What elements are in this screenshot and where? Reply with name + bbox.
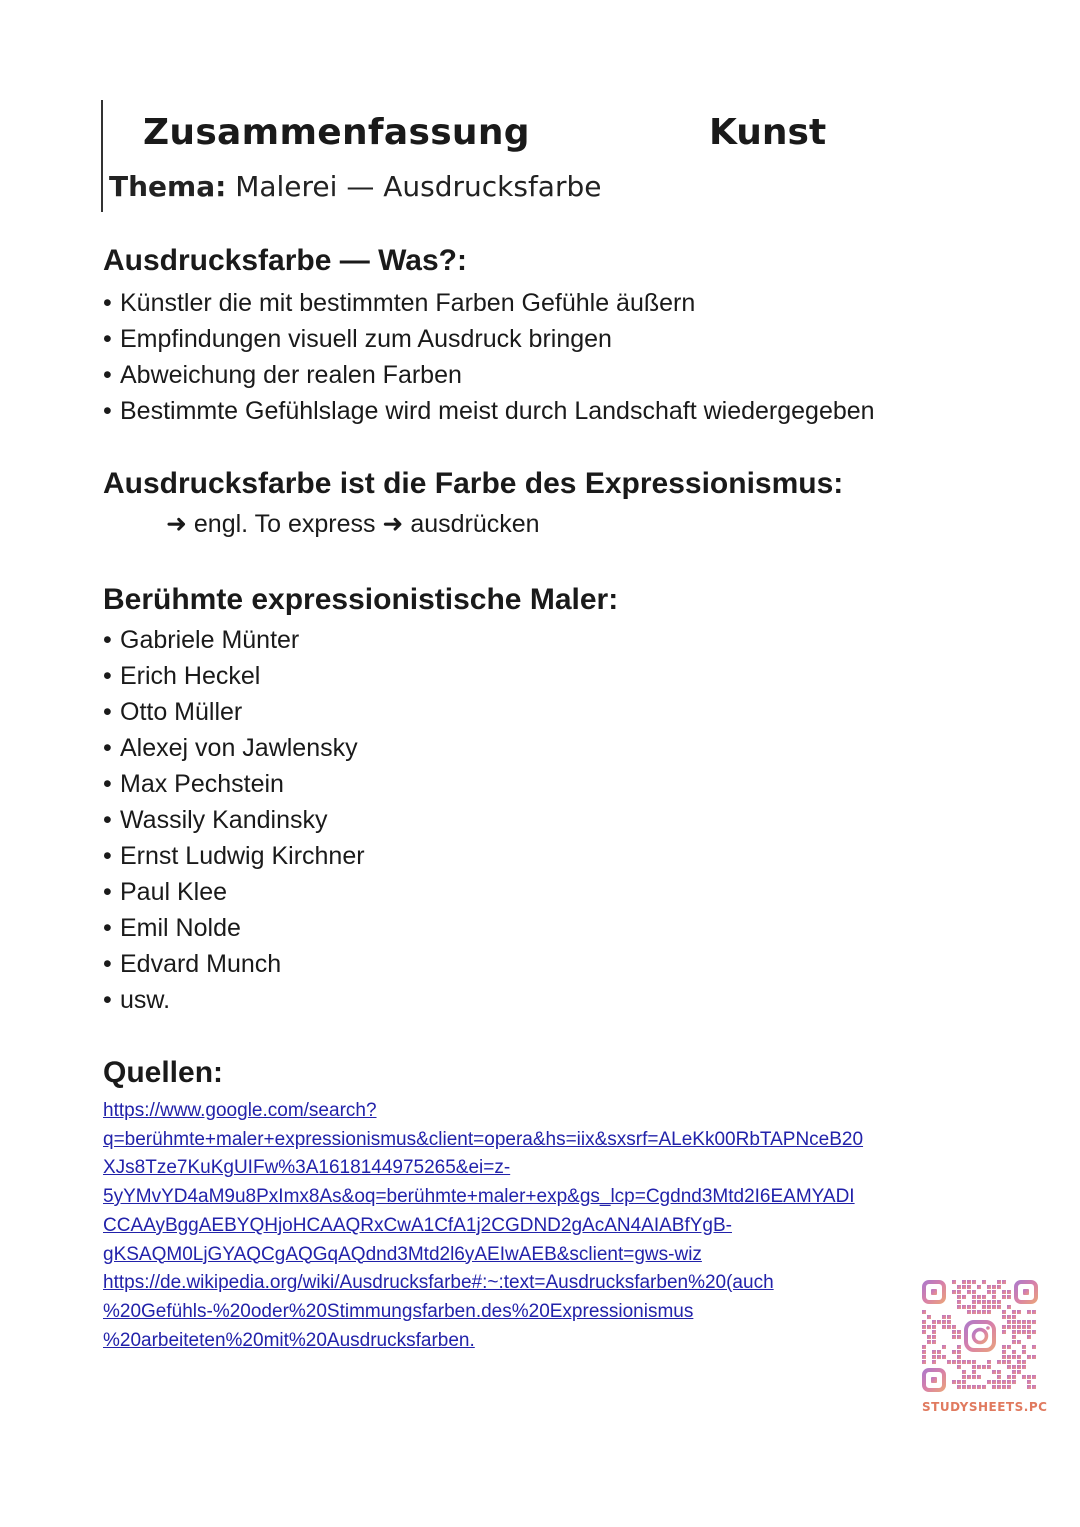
source-link-google[interactable] <box>103 1097 983 1269</box>
document-title: Zusammenfassung <box>143 112 530 153</box>
link-line: https://de.wikipedia.org/wiki/Ausdrucksfarbe#:~:text=Ausdrucksfarben%20(auch <box>103 1272 774 1294</box>
heading-expressionism: Ausdrucksfarbe ist die Farbe des Expressionismus: <box>103 467 844 500</box>
link-line: %20arbeiteten%20mit%20Ausdrucksfarben. <box>103 1329 475 1351</box>
list-item: • Gabriele Münter <box>103 622 365 658</box>
list-painters <box>103 622 365 1018</box>
heading-what: Ausdrucksfarbe — Was?: <box>103 244 467 277</box>
link-line: XJs8Tze7KuKgUIFw%3A1618144975265&ei=z- <box>103 1157 511 1179</box>
list-item: • Max Pechstein <box>103 766 365 802</box>
link-line: %20Gefühls-%20oder%20Stimmungsfarben.des%20Expressionismus <box>103 1300 694 1322</box>
list-item: • Alexej von Jawlensky <box>103 730 365 766</box>
qr-code-icon <box>922 1280 1038 1392</box>
topic-line <box>109 170 601 203</box>
link-line: https://www.google.com/search? <box>103 1100 377 1121</box>
list-item: • Emil Nolde <box>103 910 365 946</box>
link-line: 5yYMvYD4aM9u8PxImx8As&oq=berühmte+maler+exp&gs_lcp=Cgdnd3Mtd2I6EAMYADI <box>103 1186 855 1208</box>
list-item: • Bestimmte Gefühlslage wird meist durch Landschaft wiedergegeben <box>103 393 875 429</box>
header-block <box>101 100 863 212</box>
list-item: • Otto Müller <box>103 694 365 730</box>
document-subject: Kunst <box>709 112 827 153</box>
list-item: • Künstler die mit bestimmten Farben Gefühle äußern <box>103 285 875 321</box>
list-item: • Wassily Kandinsky <box>103 802 365 838</box>
list-item: • Paul Klee <box>103 874 365 910</box>
list-item: • Ernst Ludwig Kirchner <box>103 838 365 874</box>
source-link-wikipedia[interactable] <box>103 1269 983 1355</box>
list-item: • usw. <box>103 982 365 1018</box>
list-what <box>103 285 875 429</box>
heading-sources: Quellen: <box>103 1056 224 1089</box>
link-line: q=berühmte+maler+expressionismus&client=opera&hs=iix&sxsrf=ALeKk00RbTAPNceB20 <box>103 1128 864 1150</box>
heading-painters: Berühmte expressionistische Maler: <box>103 583 619 616</box>
translation-line: ➜ engl. To express ➜ ausdrücken <box>166 510 540 538</box>
brand-label: STUDYSHEETS.PC <box>922 1400 1048 1414</box>
topic-value: Malerei — Ausdrucksfarbe <box>235 170 602 203</box>
topic-label: Thema: <box>109 170 227 203</box>
list-item: • Abweichung der realen Farben <box>103 357 875 393</box>
link-line: CCAAyBggAEBYQHjoHCAAQRxCwA1CfA1j2CGDND2gAcAN4AIABfYgB- <box>103 1214 732 1236</box>
list-item: • Empfindungen visuell zum Ausdruck bringen <box>103 321 875 357</box>
list-item: • Erich Heckel <box>103 658 365 694</box>
sources-block <box>103 1097 983 1355</box>
link-line: gKSAQM0LjGYAQCgAQGqAQdnd3Mtd2l6yAEIwAEB&sclient=gws-wiz <box>103 1243 702 1265</box>
list-item: • Edvard Munch <box>103 946 365 982</box>
